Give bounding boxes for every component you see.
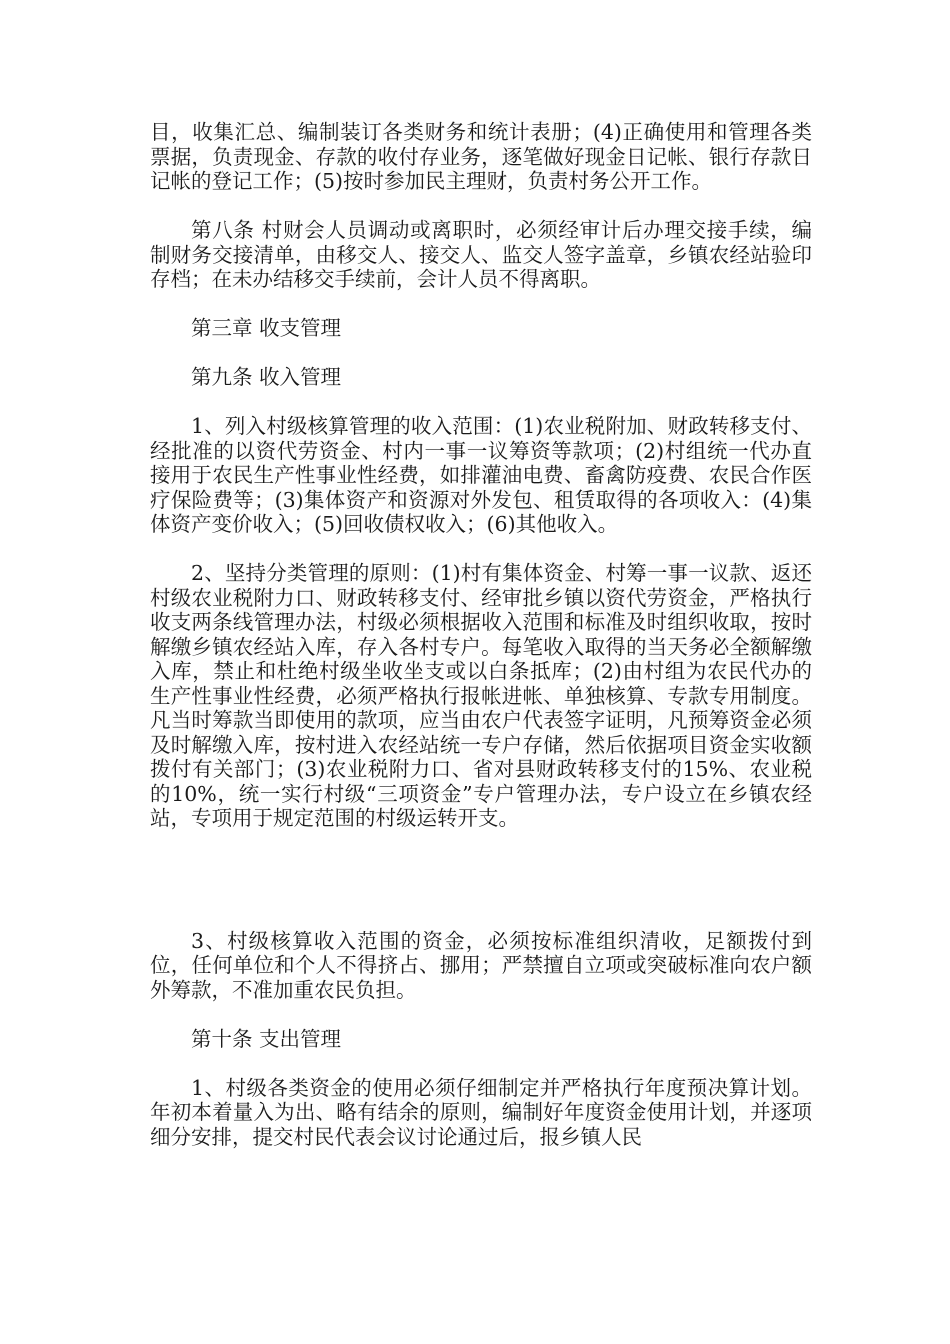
article-9-heading: 第九条 收入管理 <box>191 365 342 389</box>
paragraph-article-8: 第八条 村财会人员调动或离职时，必须经审计后办理交接手续，编制财务交接清单，由移交人、接交人、监交人签字盖章，乡镇农经站验印存档；在未办结移交手续前，会计人员不得离职。 <box>150 218 812 291</box>
article-10-heading: 第十条 支出管理 <box>191 1026 342 1051</box>
document-body <box>150 120 812 1174</box>
paragraph-income-scope: 1、列入村级核算管理的收入范围：(1)农业税附加、财政转移支付、经批准的以资代劳资金、村内一事一议筹资等款项；(2)村组统一代办直接用于农民生产性事业性经费，如排灌油电费、畜禽防疫费、农民合作医疗保险费等；(3)集体资产和资源对外发包、租赁取得的各项收入：(4)集体资产变价收入；(5)回收债权收入；(6)其他收入。 <box>150 414 812 536</box>
chapter-heading: 第三章 收支管理 <box>191 316 342 340</box>
paragraph-expenditure: 1、村级各类资金的使用必须仔细制定并严格执行年度预决算计划。年初本着量入为出、略有结余的原则，编制好年度资金使用计划，并逐项细分安排，提交村民代表会议讨论通过后，报乡镇人民 <box>150 1075 812 1149</box>
paragraph-continuation: 目，收集汇总、编制装订各类财务和统计表册；(4)正确使用和管理各类票据，负责现金、存款的收付存业务，逐笔做好现金日记帐、银行存款日记帐的登记工作；(5)按时参加民主理财，负责村务公开工作。 <box>150 120 812 193</box>
paragraph-classification: 2、坚持分类管理的原则：(1)村有集体资金、村筹一事一议款、返还村级农业税附力口、财政转移支付、经审批乡镇以资代劳资金，严格执行收支两条线管理办法，村级必须根据收入范围和标准及时组织收取，按时解缴乡镇农经站入库，存入各村专户。每笔收入取得的当天务必全额解缴入库，禁止和杜绝村级坐收坐支或以白条抵库；(2)由村组为农民代办的生产性事业性经费，必须严格执行报帐进帐、单独核算、专款专用制度。凡当时筹款当即使用的款项，应当由农户代表签字证明，凡预筹资金必须及时解缴入库，按村进入农经站统一专户存储，然后依据项目资金实收额拨付有关部门；(3)农业税附力口、省对县财政转移支付的15%、农业税的10%，统一实行村级“三项资金”专户管理办法，专户设立在乡镇农经站，专项用于规定范围的村级运转开支。 <box>150 561 812 830</box>
paragraph-collection: 3、村级核算收入范围的资金，必须按标准组织清收，足额拨付到位，任何单位和个人不得挤占、挪用；严禁擅自立项或突破标准向农户额外筹款，不准加重农民负担。 <box>150 928 812 1002</box>
